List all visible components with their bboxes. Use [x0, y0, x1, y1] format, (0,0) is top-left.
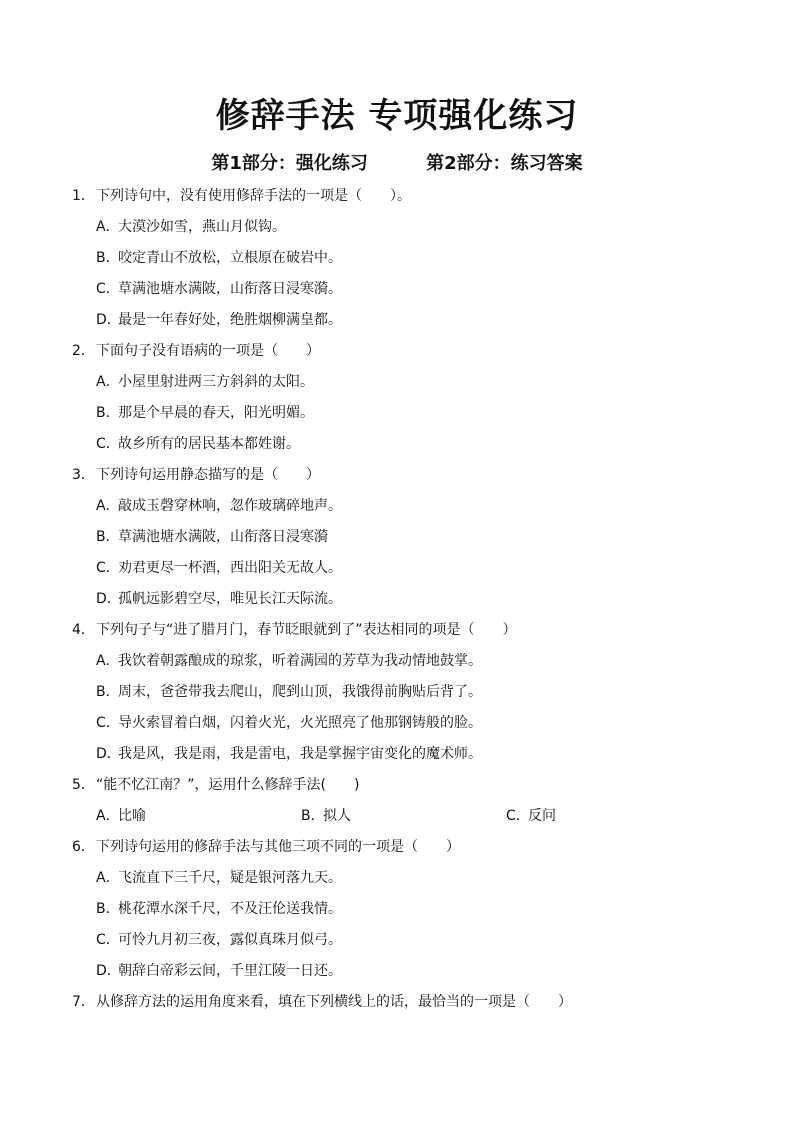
answer-option: [72, 279, 772, 310]
answer-option: [72, 248, 772, 279]
question-number: 6．: [72, 839, 95, 855]
option-text: 孤帆远影碧空尽，唯见长江天际流。: [118, 591, 342, 607]
option-letter: C．: [96, 436, 120, 452]
question-stem: [72, 186, 772, 217]
question-stem: [72, 837, 772, 868]
answer-option: [72, 713, 772, 744]
page-title: 修辞手法 专项强化练习: [215, 96, 579, 136]
option-text: 朝辞白帝彩云间，千里江陵一日还。: [118, 963, 342, 979]
answer-option: [72, 961, 772, 992]
option-text: 大漠沙如雪，燕山月似钩。: [118, 219, 286, 235]
option-letter: D．: [96, 591, 121, 607]
option-letter: A．: [96, 808, 120, 824]
option-text: 飞流直下三千尺，疑是银河落九天。: [118, 870, 342, 886]
answer-option: [506, 806, 711, 837]
option-letter: C．: [96, 932, 120, 948]
question-number: 2．: [72, 343, 95, 359]
answer-option: [96, 806, 301, 837]
question-stem: [72, 992, 772, 1023]
option-text: 可怜九月初三夜，露似真珠月似弓。: [118, 932, 342, 948]
answer-option-row: [72, 806, 772, 837]
option-text: 那是个早晨的春天，阳光明媚。: [118, 405, 314, 421]
option-letter: B．: [301, 808, 325, 824]
answer-option: [72, 434, 772, 465]
option-letter: B．: [96, 901, 120, 917]
question-stem: [72, 620, 772, 651]
option-text: 劝君更尽一杯酒，西出阳关无故人。: [118, 560, 342, 576]
answer-option: [72, 682, 772, 713]
answer-option: [72, 868, 772, 899]
option-text: 草满池塘水满陂，山衔落日浸寒漪。: [118, 281, 342, 297]
question-number: 1．: [72, 188, 95, 204]
option-text: 敲成玉磬穿林响，忽作玻璃碎地声。: [118, 498, 342, 514]
option-text: 比喻: [118, 808, 146, 824]
part1-heading: 第1部分：强化练习: [211, 153, 368, 174]
answer-option: [72, 589, 772, 620]
option-text: 我是风，我是雨，我是雷电，我是掌握宇宙变化的魔术师。: [118, 746, 482, 762]
option-text: 草满池塘水满陂，山衔落日浸寒漪: [118, 529, 328, 545]
question-stem: [72, 465, 772, 496]
answer-option: [72, 930, 772, 961]
question-list: [72, 186, 772, 1023]
question-text: 下列诗句中，没有使用修辞手法的一项是（ ）。: [96, 188, 411, 204]
question-number: 3．: [72, 467, 95, 483]
option-letter: A．: [96, 870, 120, 886]
option-text: 我饮着朝露酿成的琼浆，听着满园的芳草为我动情地鼓掌。: [118, 653, 482, 669]
answer-option: [72, 558, 772, 589]
option-letter: A．: [96, 219, 120, 235]
option-letter: D．: [96, 312, 121, 328]
question-number: 7．: [72, 994, 95, 1010]
option-letter: A．: [96, 498, 120, 514]
answer-option: [72, 744, 772, 775]
option-letter: B．: [96, 250, 120, 266]
question-text: 下列诗句运用的修辞手法与其他三项不同的一项是（ ）: [96, 839, 460, 855]
question-number: 5．: [72, 777, 95, 793]
question-stem: [72, 341, 772, 372]
answer-option: [72, 372, 772, 403]
option-letter: B．: [96, 405, 120, 421]
answer-option: [72, 527, 772, 558]
question-text: 从修辞方法的运用角度来看，填在下列横线上的话，最恰当的一项是（ ）: [96, 994, 572, 1010]
option-letter: C．: [96, 281, 120, 297]
option-text: 周末，爸爸带我去爬山，爬到山顶，我饿得前胸贴后背了。: [118, 684, 482, 700]
option-text: 导火索冒着白烟，闪着火光，火光照亮了他那钢铸般的脸。: [118, 715, 482, 731]
option-text: 拟人: [323, 808, 351, 824]
option-text: 桃花潭水深千尺，不及汪伦送我情。: [118, 901, 342, 917]
answer-option: [301, 806, 506, 837]
option-letter: B．: [96, 529, 120, 545]
question-stem: [72, 775, 772, 806]
question-text: 下列句子与“进了腊月门，春节眨眼就到了”表达相同的项是（ ）: [96, 622, 517, 638]
option-letter: A．: [96, 653, 120, 669]
answer-option: [72, 496, 772, 527]
option-letter: B．: [96, 684, 120, 700]
option-text: 咬定青山不放松，立根原在破岩中。: [118, 250, 342, 266]
answer-option: [72, 310, 772, 341]
question-text: 下面句子没有语病的一项是（ ）: [96, 343, 320, 359]
question-text: “能不忆江南？”，运用什么修辞手法( ): [96, 777, 360, 793]
part-headings: [0, 149, 794, 175]
option-letter: C．: [506, 808, 530, 824]
option-letter: C．: [96, 560, 120, 576]
option-text: 反问: [528, 808, 556, 824]
answer-option: [72, 899, 772, 930]
part2-heading: 第2部分：练习答案: [426, 153, 583, 174]
option-letter: C．: [96, 715, 120, 731]
option-letter: D．: [96, 746, 121, 762]
option-text: 最是一年春好处，绝胜烟柳满皇都。: [118, 312, 342, 328]
answer-option: [72, 217, 772, 248]
option-text: 故乡所有的居民基本都姓谢。: [118, 436, 300, 452]
option-letter: D．: [96, 963, 121, 979]
question-number: 4．: [72, 622, 95, 638]
option-text: 小屋里射进两三方斜斜的太阳。: [118, 374, 314, 390]
option-letter: A．: [96, 374, 120, 390]
answer-option: [72, 651, 772, 682]
question-text: 下列诗句运用静态描写的是（ ）: [96, 467, 320, 483]
answer-option: [72, 403, 772, 434]
